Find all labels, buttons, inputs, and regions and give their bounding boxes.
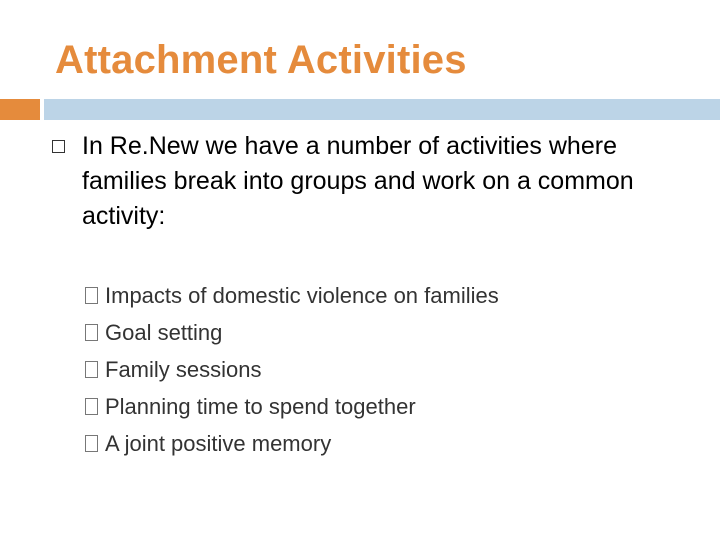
missing-glyph-box-icon: [85, 435, 98, 452]
sub-bullet-item: [85, 277, 499, 314]
sub-bullet-item: [85, 425, 499, 462]
missing-glyph-box-icon: [85, 287, 98, 304]
sub-bullet-text: A joint positive memory: [105, 431, 332, 456]
hollow-square-bullet-icon: [52, 140, 65, 153]
missing-glyph-box-icon: [85, 324, 98, 341]
accent-bar-blue: [44, 99, 720, 120]
sub-bullet-text: Family sessions: [105, 357, 262, 382]
main-bullet-text: In Re.New we have a number of activities where families break into groups and work on a common activity:: [82, 132, 634, 230]
sub-bullet-item: [85, 351, 499, 388]
slide-title: Attachment Activities: [55, 38, 467, 82]
sub-bullet-text: Planning time to spend together: [105, 394, 416, 419]
sub-bullet-text: Goal setting: [105, 320, 223, 345]
sub-bullet-item: [85, 314, 499, 351]
sub-bullet-list: [85, 277, 499, 462]
sub-bullet-item: [85, 388, 499, 425]
missing-glyph-box-icon: [85, 361, 98, 378]
accent-bar-orange: [0, 99, 40, 120]
sub-bullet-text: Impacts of domestic violence on families: [105, 283, 499, 308]
missing-glyph-box-icon: [85, 398, 98, 415]
